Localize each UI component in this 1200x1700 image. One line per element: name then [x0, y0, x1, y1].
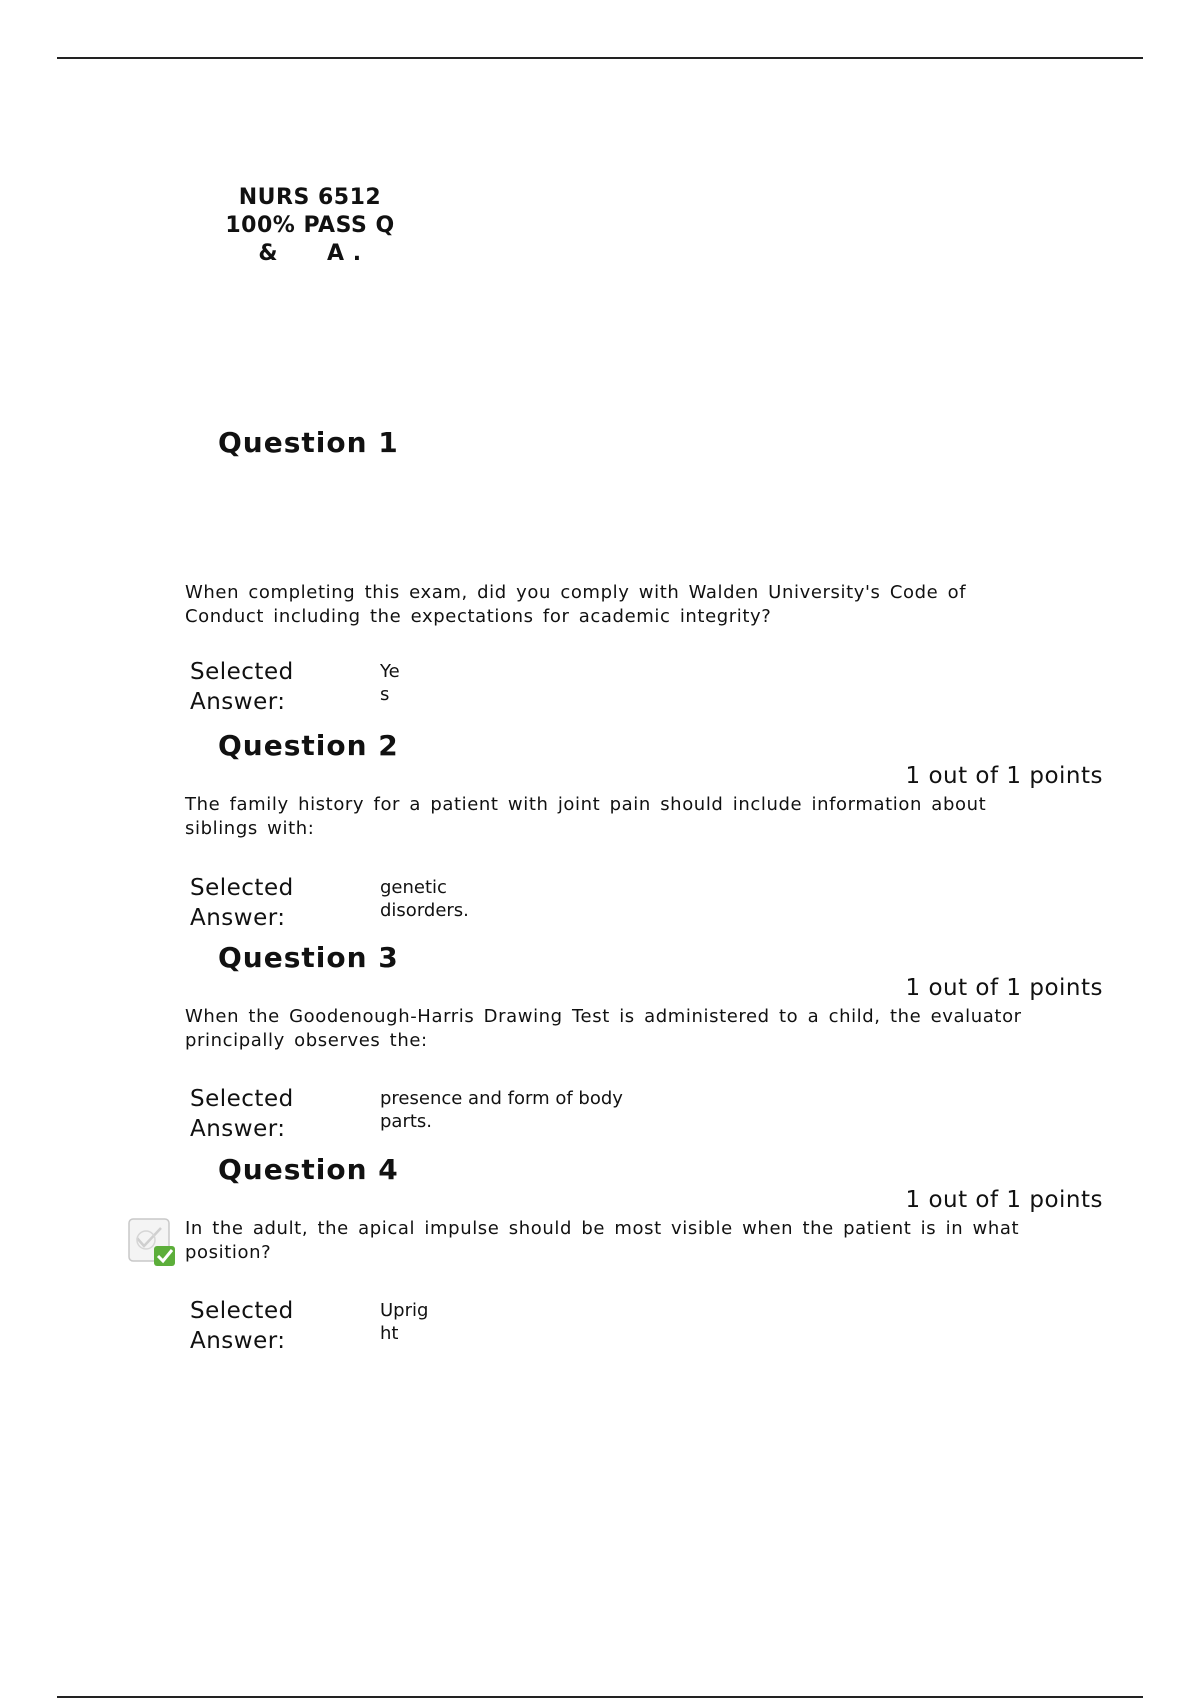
- question-1-heading: Question 1: [218, 426, 399, 459]
- document-title: [200, 184, 420, 268]
- question-3-selected-answer: presence and form of body parts.: [380, 1088, 623, 1132]
- question-3-heading: Question 3: [218, 941, 399, 974]
- check-mark-icon: [128, 1218, 178, 1268]
- title-line-2: 100% PASS Q: [225, 213, 395, 238]
- question-4-text: In the adult, the apical impulse should be most visible when the patient is in what position?: [185, 1218, 1020, 1263]
- question-3-selected-label: Selected Answer:: [190, 1086, 294, 1142]
- question-1-selected-label: Selected Answer:: [190, 659, 294, 715]
- question-1-selected-answer: Ye s: [380, 661, 400, 705]
- question-3-points: 1 out of 1 points: [905, 975, 1103, 1001]
- title-line-3: & A .: [258, 241, 362, 266]
- top-divider: [57, 57, 1143, 59]
- question-4-selected-label: Selected Answer:: [190, 1298, 294, 1354]
- title-line-1: NURS 6512: [238, 185, 382, 210]
- question-2-text: The family history for a patient with joint pain should include information about siblings with:: [185, 794, 987, 839]
- question-4-heading: Question 4: [218, 1153, 399, 1186]
- question-3-text: When the Goodenough-Harris Drawing Test is administered to a child, the evaluator principally observes the:: [185, 1006, 1022, 1051]
- question-2-points: 1 out of 1 points: [905, 763, 1103, 789]
- question-1-text: When completing this exam, did you comply with Walden University's Code of Conduct including the expectations for academic integrity?: [185, 582, 967, 627]
- question-4-selected-answer: Uprig ht: [380, 1300, 429, 1344]
- question-2-heading: Question 2: [218, 729, 399, 762]
- question-2-selected-label: Selected Answer:: [190, 875, 294, 931]
- question-2-selected-answer: genetic disorders.: [380, 877, 469, 921]
- bottom-divider: [57, 1696, 1143, 1698]
- question-4-points: 1 out of 1 points: [905, 1187, 1103, 1213]
